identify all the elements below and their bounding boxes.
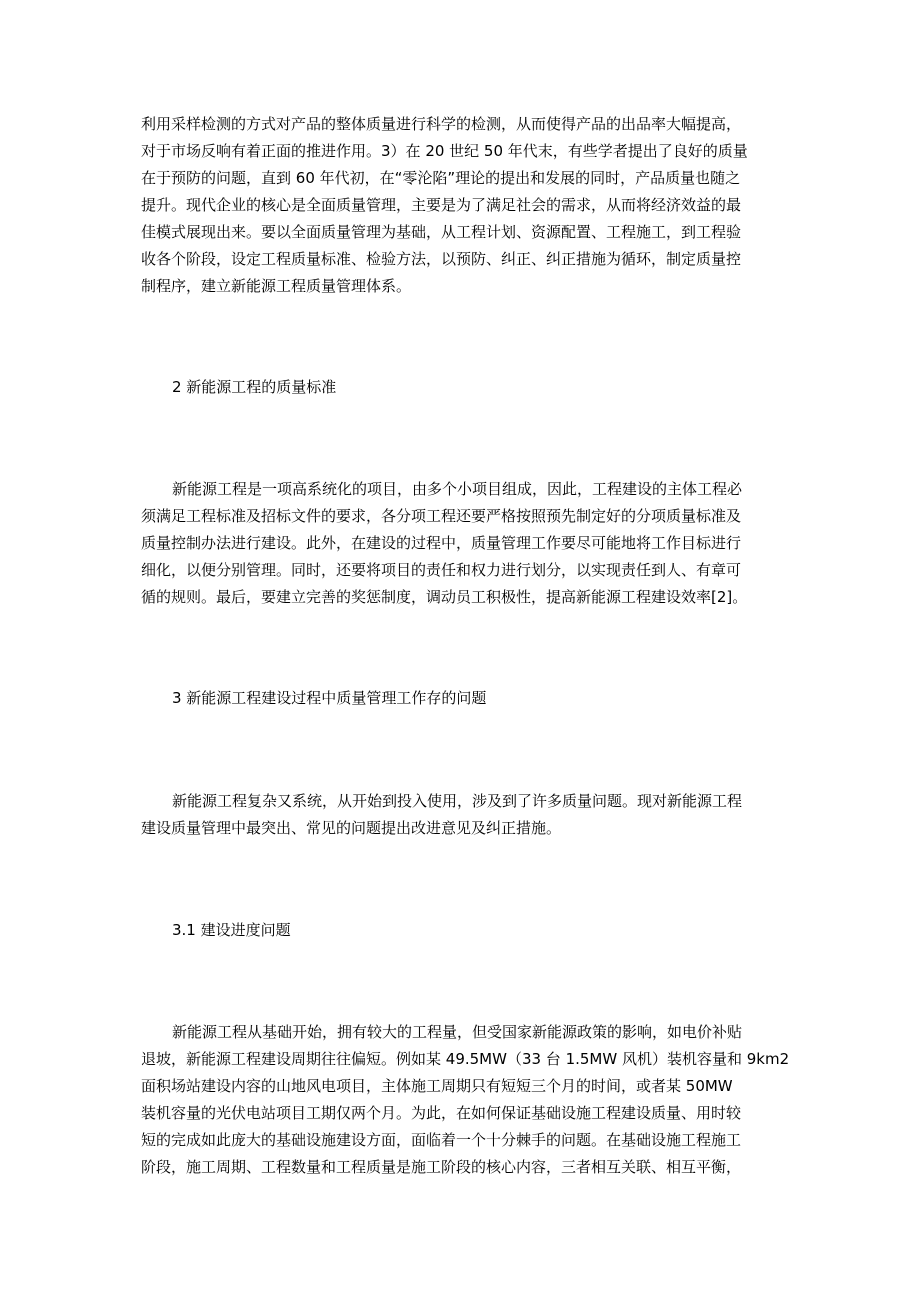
paragraph-line: 建设质量管理中最突出、常见的问题提出改进意见及纠正措施。: [141, 819, 562, 837]
paragraph-line: 退坡，新能源工程建设周期往往偏短。例如某 49.5MW（33 台 1.5MW 风机）装机容量和 9km2: [141, 1050, 790, 1068]
paragraph-line: 收各个阶段，设定工程质量标准、检验方法，以预防、纠正、纠正措施为循环，制定质量控: [141, 250, 742, 268]
section-heading: 3.1 建设进度问题: [172, 921, 291, 939]
paragraph-line: 细化，以便分别管理。同时，还要将项目的责任和权力进行划分，以实现责任到人、有章可: [141, 561, 742, 579]
paragraph-line: 对于市场反响有着正面的推进作用。3）在 20 世纪 50 年代末，有些学者提出了良好的质量: [141, 142, 748, 160]
section-heading: 2 新能源工程的质量标准: [172, 378, 337, 396]
paragraph-line: 佳模式展现出来。要以全面质量管理为基础，从工程计划、资源配置、工程施工，到工程验: [141, 223, 742, 241]
paragraph-line: 利用采样检测的方式对产品的整体质量进行科学的检测，从而使得产品的出品率大幅提高，: [141, 115, 742, 133]
paragraph-line: 须满足工程标准及招标文件的要求，各分项工程还要严格按照预先制定好的分项质量标准及: [141, 507, 742, 525]
paragraph-line: 在于预防的问题，直到 60 年代初，在“零沦陷”理论的提出和发展的同时，产品质量也随之: [141, 169, 741, 187]
paragraph-line: 新能源工程复杂又系统，从开始到投入使用，涉及到了许多质量问题。现对新能源工程: [172, 792, 743, 810]
paragraph-line: 新能源工程从基础开始，拥有较大的工程量，但受国家新能源政策的影响，如电价补贴: [172, 1023, 743, 1041]
section-heading: 3 新能源工程建设过程中质量管理工作存的问题: [172, 689, 487, 707]
paragraph-line: 新能源工程是一项高系统化的项目，由多个小项目组成，因此，工程建设的主体工程必: [172, 480, 743, 498]
paragraph-line: 短的完成如此庞大的基础设施建设方面，面临着一个十分棘手的问题。在基础设施工程施工: [141, 1131, 742, 1149]
paragraph-line: 循的规则。最后，要建立完善的奖惩制度，调动员工积极性，提高新能源工程建设效率[2]。: [141, 588, 748, 606]
paragraph-line: 提升。现代企业的核心是全面质量管理，主要是为了满足社会的需求，从而将经济效益的最: [141, 196, 742, 214]
paragraph-line: 质量控制办法进行建设。此外，在建设的过程中，质量管理工作要尽可能地将工作目标进行: [141, 534, 742, 552]
paragraph-line: 制程序，建立新能源工程质量管理体系。: [141, 277, 412, 295]
paragraph-line: 阶段，施工周期、工程数量和工程质量是施工阶段的核心内容，三者相互关联、相互平衡，: [141, 1158, 742, 1176]
paragraph-line: 装机容量的光伏电站项目工期仅两个月。为此，在如何保证基础设施工程建设质量、用时较: [141, 1104, 742, 1122]
paragraph-line: 面积场站建设内容的山地风电项目，主体施工周期只有短短三个月的时间，或者某 50MW: [141, 1077, 733, 1095]
